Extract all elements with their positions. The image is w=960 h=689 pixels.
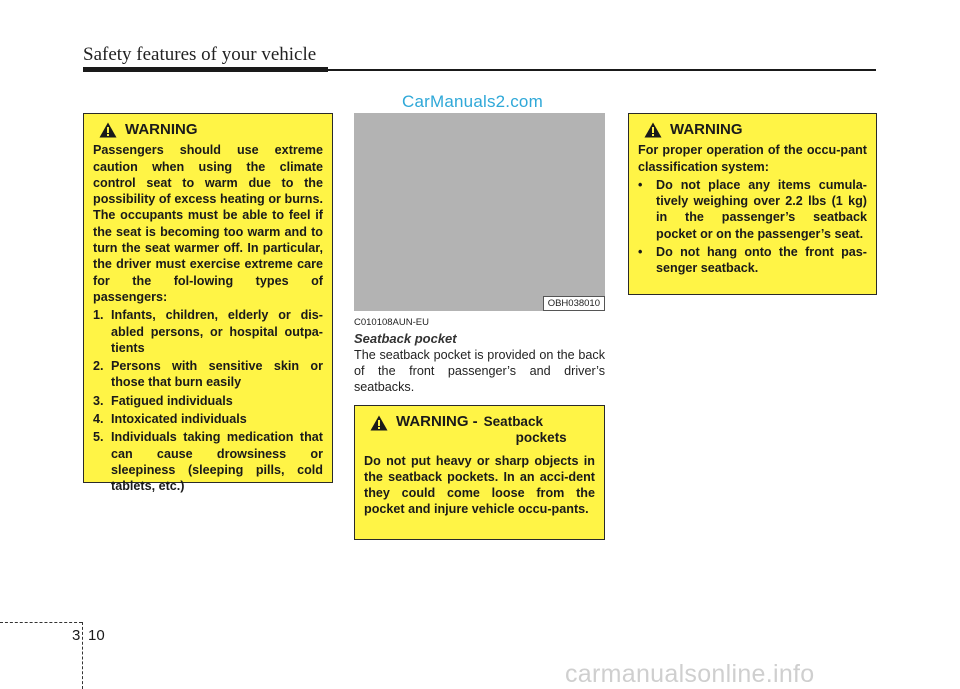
list-item: 3. Fatigued individuals — [93, 393, 233, 408]
warning-box-climate-seat — [83, 113, 333, 494]
list-item: • Do not place any items cumula-tively weighing over 2.2 lbs (1 kg) in the passenger’s seatback pocket or on the passenger’s seat. — [638, 177, 867, 241]
warning-intro: Passengers should use extreme caution when using the climate control seat to warm due to the possibility of excess heating or burns. The occupants must be able to feel if the seat is becoming too warm and to turn the seat warmer off. In particular, the driver must exercise extreme care for the fol-lowing types of passengers: — [93, 143, 323, 304]
bottom-watermark: carmanualsonline.info — [565, 660, 815, 688]
warning-box-seatback-pockets — [354, 405, 605, 540]
warning-title: WARNING - — [396, 413, 478, 430]
list-item: 2. Persons with sensitive skin or those that burn easily — [93, 359, 323, 390]
section-title: Seatback pocket — [354, 331, 457, 346]
warning-triangle-icon — [370, 415, 388, 431]
footer-divider — [82, 622, 83, 689]
header-rule — [328, 69, 876, 71]
header-bar — [83, 67, 328, 72]
seatback-pocket-photo — [354, 113, 605, 311]
warning-title: WARNING — [670, 121, 743, 138]
section-body: The seatback pocket is provided on the back of the front passenger’s and driver’s seatbacks. — [354, 348, 605, 394]
list-item: 4. Intoxicated individuals — [93, 412, 247, 427]
warning-triangle-icon — [99, 122, 117, 138]
list-item: 1. Infants, children, elderly or dis-abled persons, or hospital outpa-tients — [93, 308, 323, 355]
warning-header — [644, 122, 867, 138]
warning-box-occupant-classification — [628, 113, 877, 295]
warning-header — [370, 414, 595, 447]
page-header-title: Safety features of your vehicle — [83, 44, 317, 65]
footer-rule — [0, 622, 82, 623]
warning-triangle-icon — [644, 122, 662, 138]
warning-subtitle: Seatback pockets — [483, 414, 567, 446]
warning-bullet-list — [638, 177, 867, 277]
warning-intro: For proper operation of the occu-pant classification system: — [638, 143, 867, 174]
warning-body: Do not put heavy or sharp objects in the seatback pockets. In an acci-dent they could come loose from the pocket and injure vehicle occu-pants. — [364, 453, 595, 517]
warning-header — [99, 122, 323, 138]
list-item: • Do not hang onto the front pas-senger seatback. — [638, 245, 867, 276]
section-doc-code: C010108AUN-EU — [354, 317, 429, 328]
page-number: 10 — [88, 627, 105, 644]
figure-code: OBH038010 — [543, 296, 605, 311]
top-watermark: CarManuals2.com — [402, 92, 543, 111]
warning-title: WARNING — [125, 121, 198, 138]
passenger-type-list — [93, 307, 323, 494]
section-number: 3 — [72, 627, 81, 644]
list-item: 5. Individuals taking medication that can cause drowsiness or sleepiness (sleeping pills, cold tablets, etc.) — [93, 430, 323, 494]
